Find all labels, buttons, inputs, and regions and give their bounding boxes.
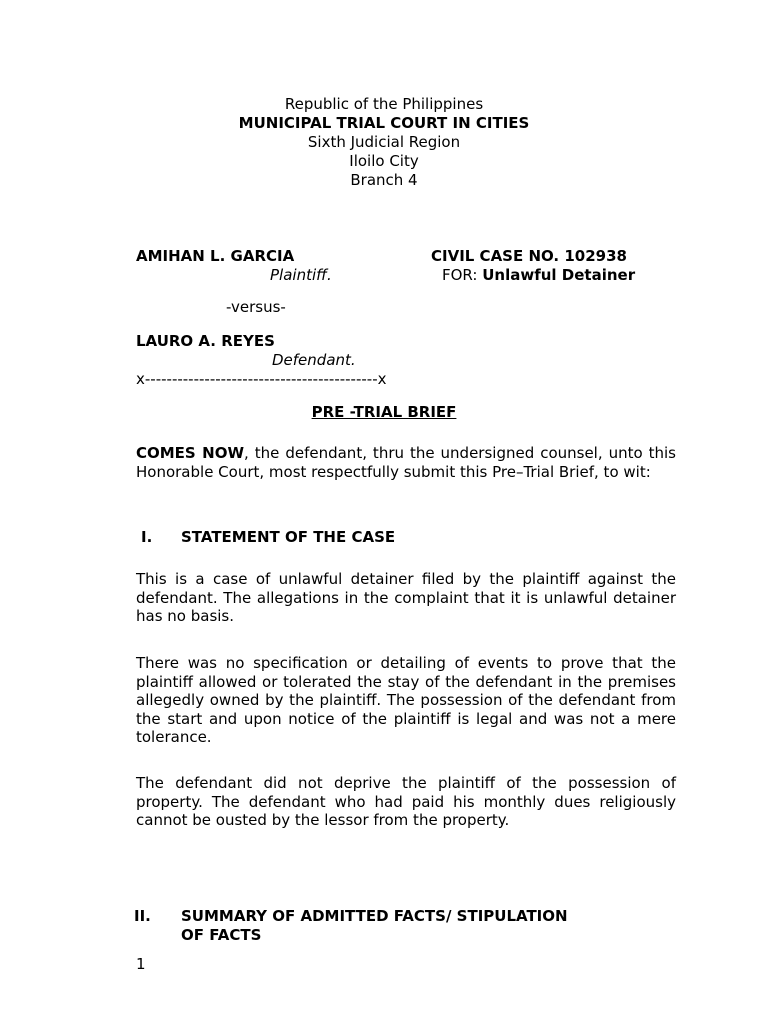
- section-1-paragraph-3: The defendant did not deprive the plaintiff of the possession of property. The defendant who had paid his monthly dues religiously cannot be ousted by the lessor from the property.: [136, 774, 676, 829]
- section-1-numeral: I.: [141, 528, 153, 546]
- section-1-heading: STATEMENT OF THE CASE: [181, 528, 396, 546]
- judicial-region: Sixth Judicial Region: [307, 133, 461, 151]
- section-1-paragraph-1: This is a case of unlawful detainer filed by the plaintiff against the defendant. The allegations in the complaint that it is unlawful detainer has no basis.: [136, 570, 676, 625]
- intro-rest: , the defendant, thru the undersigned counsel, unto this Honorable Court, most respectfully submit this Pre–Trial Brief, to wit:: [136, 444, 676, 481]
- caption-separator: x-------------------------------------------x: [136, 370, 387, 388]
- section-1-paragraph-2: There was no specification or detailing of events to prove that the plaintiff allowed or tolerated the stay of the defendant in the premises allegedly owned by the plaintiff. The possession of the defendant from the start and upon notice of the plaintiff is legal and was not a mere tolerance.: [136, 654, 676, 746]
- case-number: CIVIL CASE NO. 102938: [431, 247, 627, 265]
- section-2-heading-line-2: OF FACTS: [181, 926, 262, 944]
- page-number: 1: [136, 955, 146, 973]
- section-2-numeral: II.: [134, 907, 151, 925]
- for-value: Unlawful Detainer: [482, 266, 636, 284]
- plaintiff-name: AMIHAN L. GARCIA: [136, 247, 295, 265]
- intro-paragraph: [136, 444, 676, 481]
- document-title-text: PRE -TRIAL BRIEF: [311, 403, 457, 421]
- section-2-heading-line-1: SUMMARY OF ADMITTED FACTS/ STIPULATION: [181, 907, 568, 925]
- case-nature: [442, 266, 635, 285]
- plaintiff-role: Plaintiff.: [270, 266, 332, 284]
- defendant-role: Defendant.: [272, 351, 356, 369]
- court-name: MUNICIPAL TRIAL COURT IN CITIES: [238, 114, 530, 132]
- intro-lead: COMES NOW: [136, 444, 245, 462]
- defendant-name: LAURO A. REYES: [136, 332, 275, 350]
- document-title: [0, 403, 768, 423]
- versus-line: -versus-: [226, 298, 286, 316]
- city-line: Iloilo City: [349, 152, 419, 170]
- republic-line: Republic of the Philippines: [284, 95, 484, 113]
- for-label: FOR:: [442, 266, 478, 284]
- branch-line: Branch 4: [350, 171, 418, 189]
